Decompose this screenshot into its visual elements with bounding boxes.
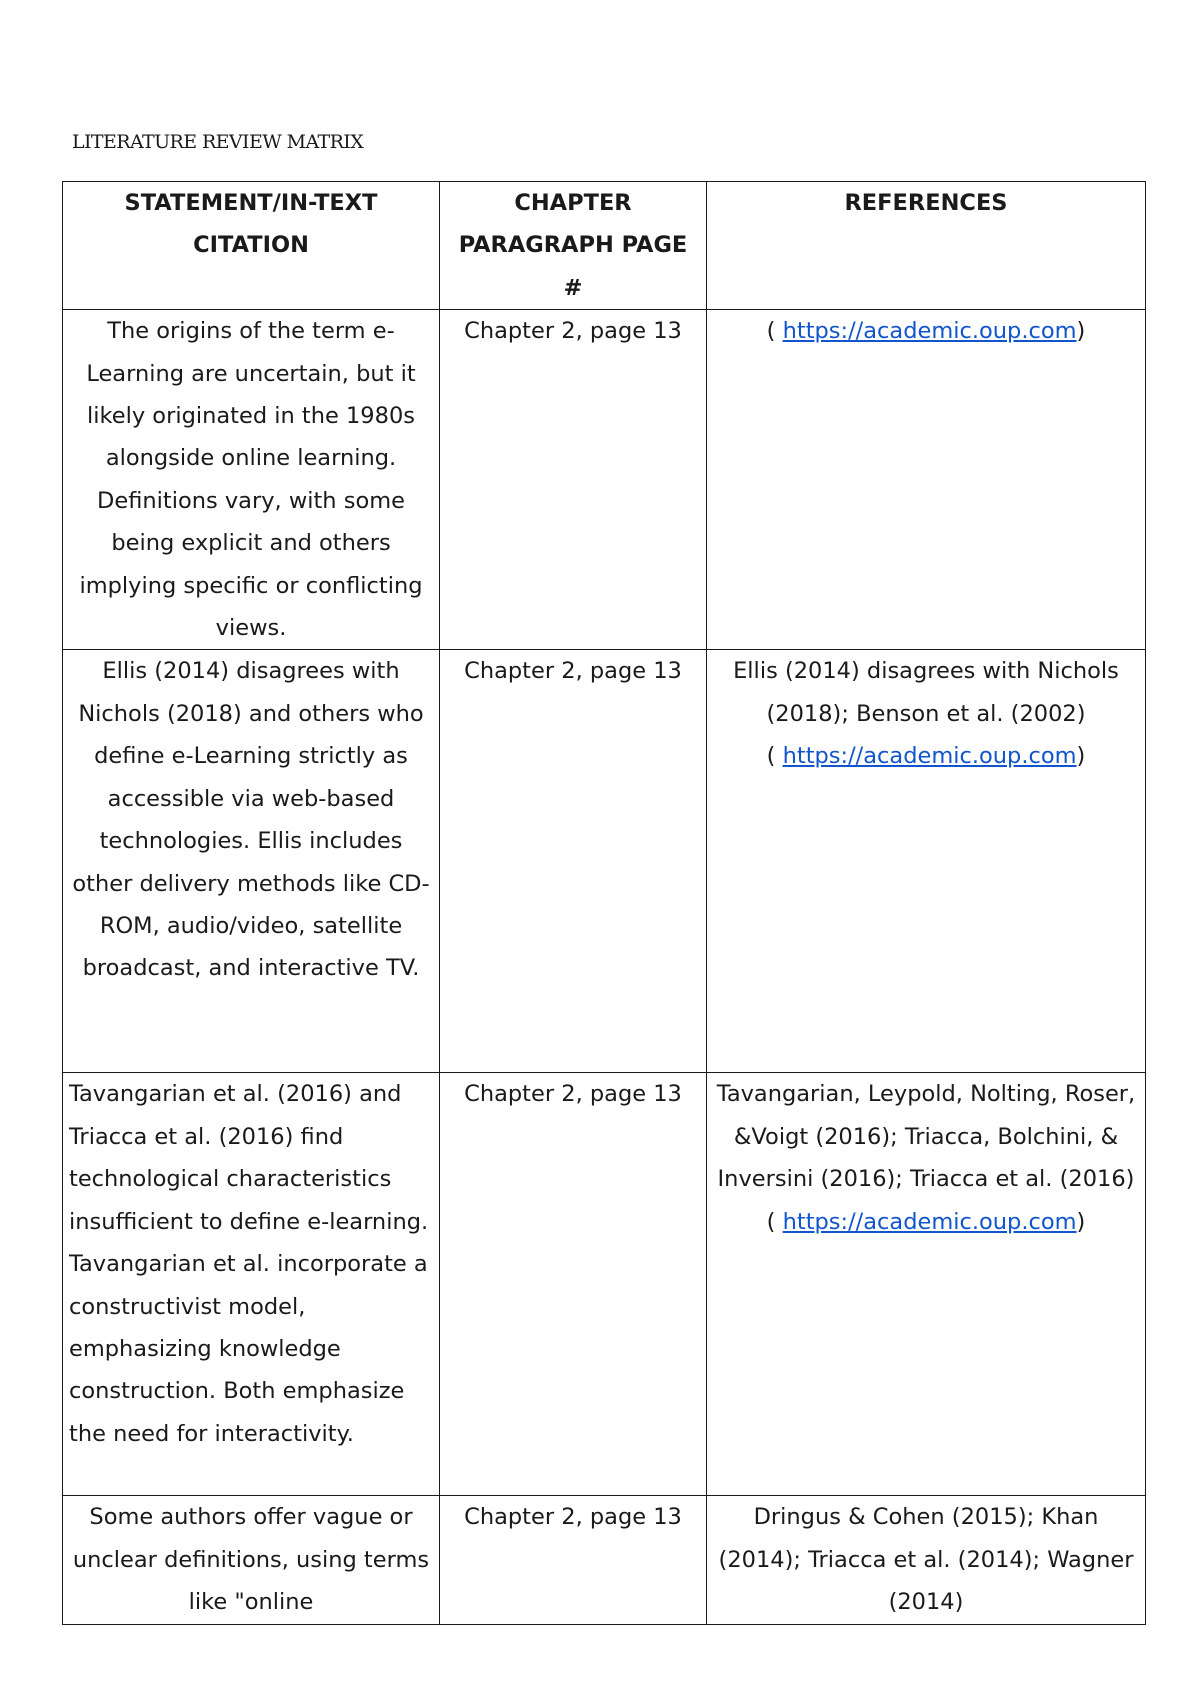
chapter-cell: Chapter 2, page 13 xyxy=(440,1073,707,1496)
reference-link-line xyxy=(713,735,1139,777)
reference-link[interactable]: https://academic.oup.com xyxy=(782,318,1077,345)
references-cell xyxy=(707,1496,1146,1624)
reference-link-line xyxy=(713,1201,1139,1243)
document-title: LITERATURE REVIEW MATRIX xyxy=(72,131,364,153)
link-paren-close: ) xyxy=(1076,1208,1086,1235)
link-paren-open: ( xyxy=(766,1208,783,1235)
chapter-cell: Chapter 2, page 13 xyxy=(440,650,707,1073)
statement-cell: The origins of the term e-Learning are uncertain, but it likely originated in the 1980s alongside online learning. Definitions vary, with some being explicit and others implying specific or conflicting views. xyxy=(63,310,440,650)
table-row xyxy=(63,1496,1146,1624)
literature-review-table xyxy=(62,181,1146,1625)
reference-text: Ellis (2014) disagrees with Nichols (2018); Benson et al. (2002) xyxy=(733,658,1119,727)
chapter-cell: Chapter 2, page 13 xyxy=(440,1496,707,1624)
table-header-row xyxy=(63,182,1146,310)
chapter-cell: Chapter 2, page 13 xyxy=(440,310,707,650)
references-cell xyxy=(707,1073,1146,1496)
reference-text: Tavangarian, Leypold, Nolting, Roser, &Voigt (2016); Triacca, Bolchini, & Inversini (2016); Triacca et al. (2016) xyxy=(716,1081,1136,1193)
references-cell xyxy=(707,310,1146,650)
reference-link[interactable]: https://academic.oup.com xyxy=(782,743,1077,770)
header-statement: STATEMENT/IN-TEXT CITATION xyxy=(63,182,440,310)
reference-text: Dringus & Cohen (2015); Khan (2014); Triacca et al. (2014); Wagner (2014) xyxy=(718,1504,1134,1616)
link-paren-open: ( xyxy=(766,318,783,345)
header-chapter: CHAPTER PARAGRAPH PAGE # xyxy=(440,182,707,310)
table-row xyxy=(63,310,1146,650)
header-references: REFERENCES xyxy=(707,182,1146,310)
table-row xyxy=(63,1073,1146,1496)
link-paren-close: ) xyxy=(1076,743,1086,770)
statement-cell: Ellis (2014) disagrees with Nichols (2018) and others who define e-Learning strictly as accessible via web-based technologies. Ellis includes other delivery methods like CD-ROM, audio/video, satellite broadcast, and interactive TV. xyxy=(63,650,440,1073)
reference-link-line xyxy=(713,310,1139,352)
reference-link[interactable]: https://academic.oup.com xyxy=(782,1208,1077,1235)
link-paren-open: ( xyxy=(766,743,783,770)
statement-cell: Tavangarian et al. (2016) and Triacca et al. (2016) find technological characteristics insufficient to define e-learning. Tavangarian et al. incorporate a constructivist model, emphasizing knowledge construction. Both emphasize the need for interactivity. xyxy=(63,1073,440,1496)
statement-cell: Some authors offer vague or unclear definitions, using terms like "online xyxy=(63,1496,440,1624)
link-paren-close: ) xyxy=(1076,318,1086,345)
references-cell xyxy=(707,650,1146,1073)
table-row xyxy=(63,650,1146,1073)
